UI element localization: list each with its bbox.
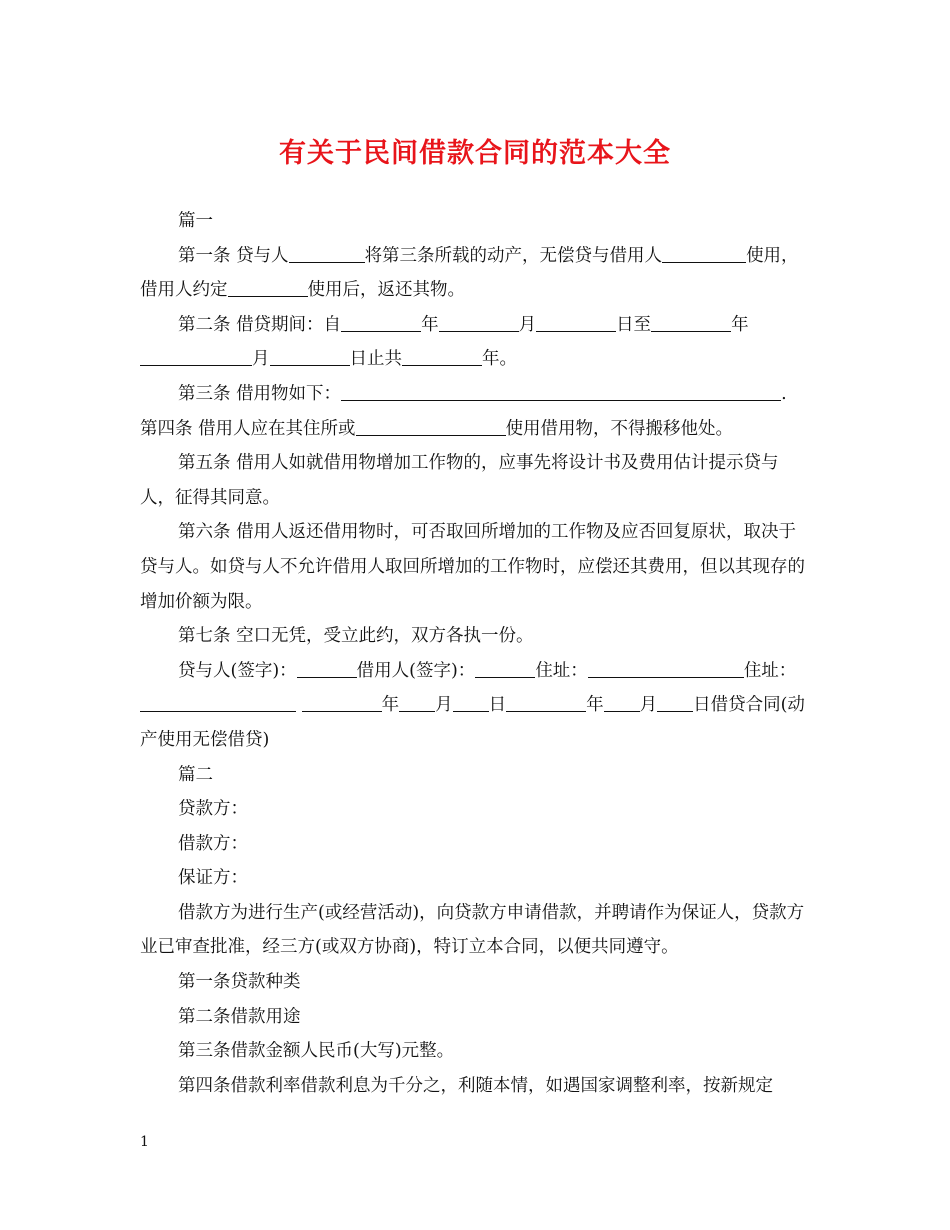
article-3-loan-amount: 第三条借款金额人民币(大写)元整。 bbox=[178, 1041, 455, 1062]
text: 贷与人(签字)： bbox=[178, 660, 297, 681]
blank bbox=[588, 659, 744, 678]
article-4-interest: 第四条借款利率借款利息为千分之，利随本情，如遇国家调整利率，按新规定 bbox=[178, 1075, 773, 1096]
article-1 bbox=[140, 239, 812, 308]
party-borrower: 借款方： bbox=[178, 833, 248, 854]
text: 第四条 借用人应在其住所或 bbox=[140, 418, 356, 439]
blank bbox=[341, 382, 781, 401]
signature-block bbox=[140, 654, 812, 758]
text: 年 bbox=[731, 314, 749, 335]
text: . bbox=[781, 383, 787, 404]
text: 年 bbox=[421, 314, 439, 335]
party-guarantor: 保证方： bbox=[178, 868, 248, 889]
text: 使用，借用人约定 bbox=[140, 245, 799, 301]
blank bbox=[651, 313, 731, 332]
article-2 bbox=[140, 308, 812, 377]
text: 第二条 借贷期间：自 bbox=[178, 314, 342, 335]
text: 日 bbox=[488, 695, 507, 716]
article-5: 第五条 借用人如就借用物增加工作物的，应事先将设计书及费用估计提示贷与人，征得其同意。 bbox=[140, 453, 779, 508]
text: 年。 bbox=[482, 349, 517, 370]
blank bbox=[439, 313, 519, 332]
blank bbox=[297, 659, 357, 678]
blank bbox=[289, 244, 365, 263]
blank bbox=[228, 279, 308, 298]
text: 使用后，返还其物。 bbox=[307, 280, 465, 301]
text: 月 bbox=[639, 695, 658, 716]
text: 使用借用物，不得搬移他处。 bbox=[505, 418, 734, 439]
document-body bbox=[140, 204, 812, 1103]
article-7: 第七条 空口无凭，受立此约，双方各执一份。 bbox=[178, 626, 534, 647]
text: 借用人(签字)： bbox=[356, 660, 476, 681]
text: 年 bbox=[586, 695, 604, 716]
text: 住址： bbox=[743, 660, 797, 681]
article-6: 第六条 借用人返还借用物时，可否取回所增加的工作物及应否回复原状，取决于贷与人。如贷与人不允许借用人取回所增加的工作物时，应偿还其费用，但以其现存的增加价额为限。 bbox=[140, 522, 805, 612]
blank bbox=[506, 694, 586, 713]
text: 年 bbox=[381, 695, 400, 716]
intro-paragraph: 借款方为进行生产(或经营活动)，向贷款方申请借款，并聘请作为保证人，贷款方业已审查批准，经三方(或双方协商)，特订立本合同，以便共同遵守。 bbox=[140, 902, 805, 958]
text: 住址： bbox=[535, 660, 588, 681]
blank bbox=[399, 694, 435, 713]
blank bbox=[270, 348, 350, 367]
blank bbox=[662, 244, 746, 263]
blank bbox=[356, 417, 506, 436]
text: 第一条 贷与人 bbox=[178, 245, 289, 266]
text: 将第三条所载的动产，无偿贷与借用人 bbox=[364, 245, 663, 266]
article-4 bbox=[140, 412, 812, 447]
article-2-loan-use: 第二条借款用途 bbox=[178, 1006, 301, 1027]
text: 日借贷合同(动产使用无偿借贷) bbox=[140, 695, 805, 750]
blank bbox=[341, 313, 421, 332]
text: 日止共 bbox=[349, 349, 402, 370]
text: 月 bbox=[435, 695, 453, 716]
blank bbox=[402, 348, 482, 367]
blank bbox=[604, 694, 640, 713]
section-heading: 篇二 bbox=[178, 764, 213, 785]
article-3 bbox=[140, 377, 812, 412]
blank bbox=[657, 694, 693, 713]
blank bbox=[140, 348, 252, 367]
text: 月 bbox=[518, 314, 537, 335]
blank bbox=[140, 694, 296, 713]
text: 日至 bbox=[616, 314, 652, 335]
blank bbox=[302, 694, 382, 713]
text: 月 bbox=[252, 349, 270, 370]
blank bbox=[536, 313, 616, 332]
article-1-loan-type: 第一条贷款种类 bbox=[178, 972, 301, 993]
page-number: 1 bbox=[140, 1134, 149, 1150]
party-lender: 贷款方： bbox=[178, 799, 248, 820]
blank bbox=[475, 659, 535, 678]
section-heading: 篇一 bbox=[178, 211, 213, 231]
document-title: 有关于民间借款合同的范本大全 bbox=[279, 138, 671, 169]
text: 第三条 借用物如下： bbox=[178, 383, 342, 404]
blank bbox=[453, 694, 489, 713]
